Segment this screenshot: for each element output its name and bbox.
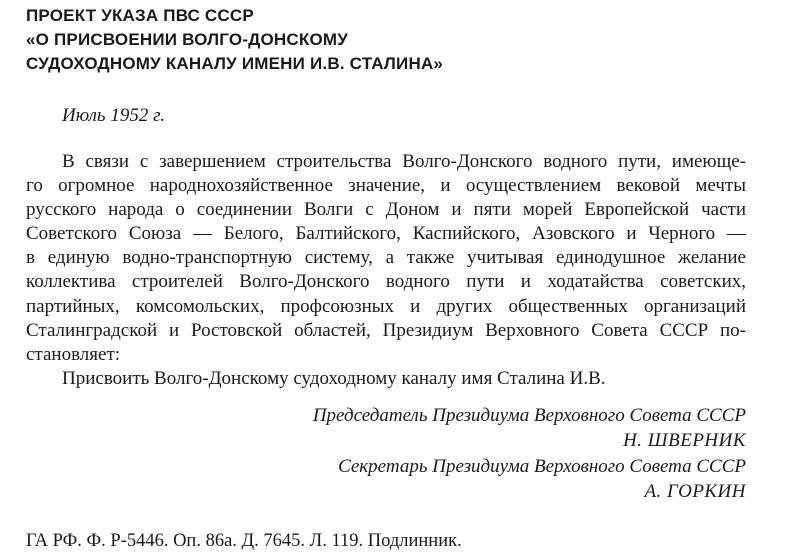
- body-line: Сталинградской и Ростовской областей, Президиум Верховного Совета СССР по-: [26, 319, 746, 341]
- secretary-name: А. ГОРКИН: [644, 481, 746, 503]
- body-line: коллектива строителей Волго-Донского водного пути и ходатайства советских,: [26, 271, 746, 293]
- document-title: [26, 4, 746, 76]
- archive-reference: ГА РФ. Ф. Р-5446. Оп. 86а. Д. 7645. Л. 119. Подлинник.: [26, 530, 462, 551]
- document-body: [26, 150, 746, 391]
- signature-block: [26, 403, 746, 505]
- document-date: Июль 1952 г.: [62, 105, 165, 126]
- title-line-3: СУДОХОДНОМУ КАНАЛУ ИМЕНИ И.В. СТАЛИНА»: [26, 54, 444, 73]
- title-line-1: ПРОЕКТ УКАЗА ПВС СССР: [26, 6, 254, 25]
- chair-title: Председатель Президиума Верховного Совета СССР: [312, 404, 746, 426]
- body-line: В связи с завершением строительства Волго-Донского водного пути, имеюще-: [62, 151, 746, 172]
- body-line: становляет:: [26, 343, 121, 365]
- chair-name: Н. ШВЕРНИК: [623, 430, 746, 452]
- secretary-title: Секретарь Президиума Верховного Совета СССР: [338, 455, 746, 477]
- body-line: в единую водно-транспортную систему, а также учитывая единодушное желание: [26, 247, 746, 269]
- body-line: партийных, комсомольских, профсоюзных и других общественных организаций: [26, 295, 746, 317]
- body-paragraph-1: [26, 150, 746, 367]
- body-line: русского народа о соединении Волги с Доном и пяти морей Европейской части: [26, 199, 746, 221]
- body-line: го огромное народнохозяйственное значение, и осуществлением вековой мечты: [26, 175, 746, 197]
- body-line: Советского Союза — Белого, Балтийского, Каспийского, Азовского и Черного —: [26, 223, 746, 245]
- body-paragraph-2: Присвоить Волго-Донскому судоходному каналу имя Сталина И.В.: [62, 367, 606, 389]
- title-line-2: «О ПРИСВОЕНИИ ВОЛГО-ДОНСКОМУ: [26, 30, 349, 49]
